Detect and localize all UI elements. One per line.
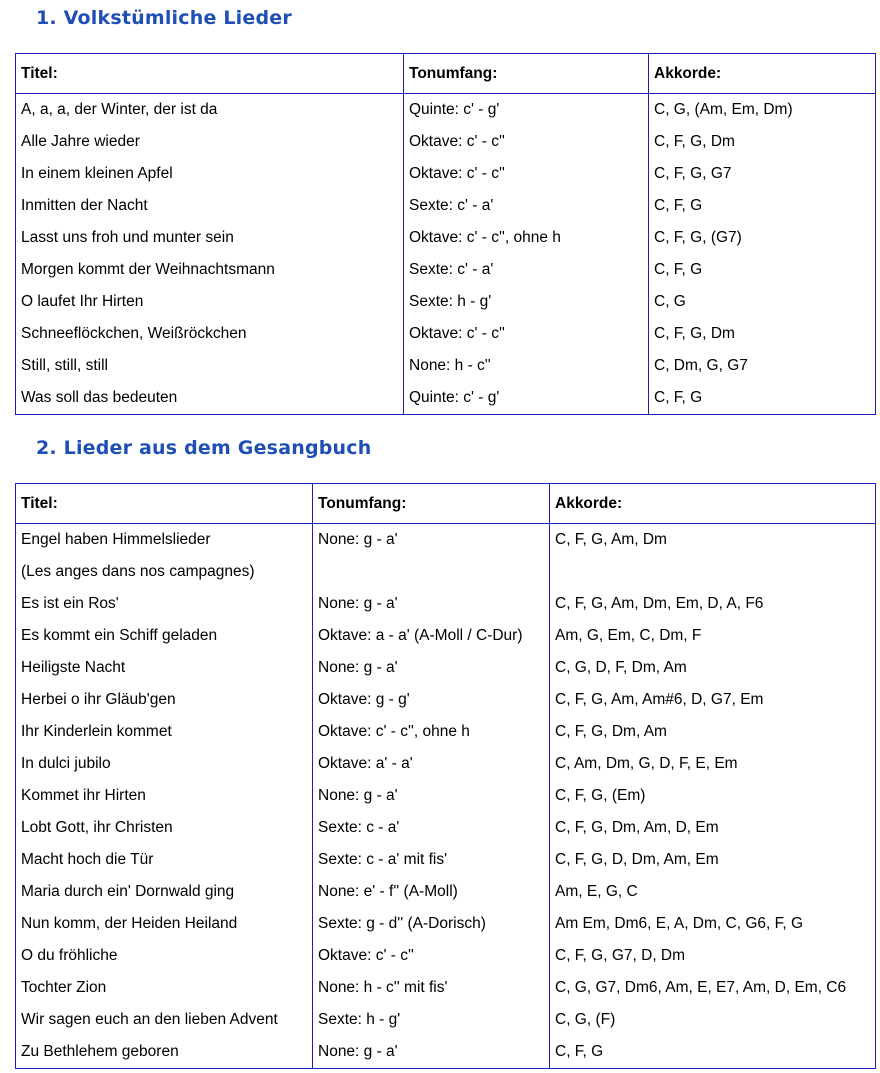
table-row [16,940,876,972]
cell-range: None: h - c'' mit fis' [313,972,550,1004]
cell-range: Sexte: c - a' mit fis' [313,844,550,876]
column-header-title: Titel: [16,484,313,524]
table-row [16,1036,876,1069]
cell-chords: C, F, G, Am, Am#6, D, G7, Em [550,684,876,716]
cell-title: Es kommt ein Schiff geladen [21,627,218,644]
cell-range: Sexte: c' - a' [404,254,649,286]
column-header-range: Tonumfang: [313,484,550,524]
table-row [16,748,876,780]
cell-range: None: g - a' [313,588,550,620]
cell-chords [550,556,876,588]
cell-range: Sexte: g - d'' (A-Dorisch) [313,908,550,940]
cell-title: Engel haben Himmelslieder [21,531,211,548]
cell-range: Oktave: g - g' [313,684,550,716]
table-row [16,94,876,127]
cell-range: Sexte: c - a' [313,812,550,844]
cell-range: Sexte: h - g' [313,1004,550,1036]
cell-title: Lobt Gott, ihr Christen [21,819,173,836]
cell-chords: C, F, G, Am, Dm, Em, D, A, F6 [550,588,876,620]
table-row [16,556,876,588]
volkstuemliche-lieder-table [15,53,876,415]
cell-chords: C, F, G, (Em) [550,780,876,812]
section2-heading: 2. Lieder aus dem Gesangbuch [36,437,372,459]
cell-title: Wir sagen euch an den lieben Advent [21,1011,278,1028]
cell-chords: C, F, G, G7 [649,158,876,190]
cell-chords: C, F, G, Dm, Am [550,716,876,748]
cell-chords: Am, G, Em, C, Dm, F [550,620,876,652]
cell-title: In einem kleinen Apfel [21,165,173,182]
table-row [16,652,876,684]
column-header-chords: Akkorde: [550,484,876,524]
cell-range: None: g - a' [313,524,550,557]
table-row [16,524,876,557]
cell-title: O laufet Ihr Hirten [21,293,144,310]
cell-title: Maria durch ein' Dornwald ging [21,883,235,900]
table-row [16,254,876,286]
cell-chords: C, Dm, G, G7 [649,350,876,382]
section1-heading: 1. Volkstümliche Lieder [36,7,292,29]
cell-chords: C, F, G, Dm [649,126,876,158]
table-row [16,620,876,652]
cell-range: Oktave: c' - c'' [404,318,649,350]
cell-range: Sexte: h - g' [404,286,649,318]
cell-title: Kommet ihr Hirten [21,787,146,804]
cell-title: (Les anges dans nos campagnes) [21,563,255,580]
table-row [16,1004,876,1036]
table-row [16,908,876,940]
cell-chords: C, G [649,286,876,318]
cell-chords: C, F, G [649,382,876,415]
table-row [16,222,876,254]
cell-range: Oktave: c' - c'', ohne h [313,716,550,748]
cell-range: None: g - a' [313,780,550,812]
table-row [16,876,876,908]
cell-chords: C, F, G [649,190,876,222]
table-row [16,716,876,748]
cell-title: Heiligste Nacht [21,659,126,676]
cell-title: O du fröhliche [21,947,118,964]
table-row [16,286,876,318]
cell-range: Sexte: c' - a' [404,190,649,222]
cell-title: Was soll das bedeuten [21,389,178,406]
cell-range: None: g - a' [313,652,550,684]
cell-chords: C, Am, Dm, G, D, F, E, Em [550,748,876,780]
cell-range: None: h - c'' [404,350,649,382]
table-row [16,382,876,415]
cell-title: In dulci jubilo [21,755,111,772]
table-row [16,684,876,716]
cell-title: Herbei o ihr Gläub'gen [21,691,176,708]
cell-chords: C, F, G, (G7) [649,222,876,254]
cell-range: Oktave: a' - a' [313,748,550,780]
column-header-title: Titel: [16,54,404,94]
cell-title: Ihr Kinderlein kommet [21,723,172,740]
table-header-row [16,484,876,524]
cell-title: Schneeflöckchen, Weißröckchen [21,325,247,342]
cell-chords: C, F, G [649,254,876,286]
table-row [16,812,876,844]
cell-chords: C, G, G7, Dm6, Am, E, E7, Am, D, Em, C6 [550,972,876,1004]
cell-title: Lasst uns froh und munter sein [21,229,234,246]
cell-chords: C, F, G, Dm [649,318,876,350]
cell-range: Oktave: c' - c'' [404,126,649,158]
column-header-chords: Akkorde: [649,54,876,94]
cell-title: Zu Bethlehem geboren [21,1043,179,1060]
table-row [16,972,876,1004]
cell-range: Quinte: c' - g' [404,94,649,127]
cell-title: Tochter Zion [21,979,107,996]
cell-range: Oktave: c' - c'', ohne h [404,222,649,254]
table-row [16,844,876,876]
cell-range: None: e' - f'' (A-Moll) [313,876,550,908]
cell-chords: C, G, (F) [550,1004,876,1036]
cell-range: None: g - a' [313,1036,550,1069]
cell-chords: C, F, G, Am, Dm [550,524,876,557]
table-row [16,588,876,620]
cell-title: Still, still, still [21,357,108,374]
cell-chords: C, G, (Am, Em, Dm) [649,94,876,127]
cell-chords: C, F, G, D, Dm, Am, Em [550,844,876,876]
table-row [16,350,876,382]
gesangbuch-lieder-table [15,483,876,1069]
cell-title: Es ist ein Ros' [21,595,119,612]
table-row [16,190,876,222]
cell-chords: Am, E, G, C [550,876,876,908]
table-header-row [16,54,876,94]
cell-chords: C, F, G [550,1036,876,1069]
cell-chords: Am Em, Dm6, E, A, Dm, C, G6, F, G [550,908,876,940]
cell-range: Quinte: c' - g' [404,382,649,415]
cell-range: Oktave: c' - c'' [313,940,550,972]
column-header-range: Tonumfang: [404,54,649,94]
cell-range [313,556,550,588]
cell-chords: C, F, G, G7, D, Dm [550,940,876,972]
cell-title: Morgen kommt der Weihnachtsmann [21,261,275,278]
table-row [16,158,876,190]
cell-title: A, a, a, der Winter, der ist da [21,101,218,118]
cell-range: Oktave: a - a' (A-Moll / C-Dur) [313,620,550,652]
cell-title: Nun komm, der Heiden Heiland [21,915,238,932]
table-row [16,126,876,158]
cell-title: Inmitten der Nacht [21,197,148,214]
cell-title: Alle Jahre wieder [21,133,140,150]
cell-chords: C, F, G, Dm, Am, D, Em [550,812,876,844]
cell-title: Macht hoch die Tür [21,851,154,868]
table-row [16,780,876,812]
cell-range: Oktave: c' - c'' [404,158,649,190]
table-row [16,318,876,350]
cell-chords: C, G, D, F, Dm, Am [550,652,876,684]
